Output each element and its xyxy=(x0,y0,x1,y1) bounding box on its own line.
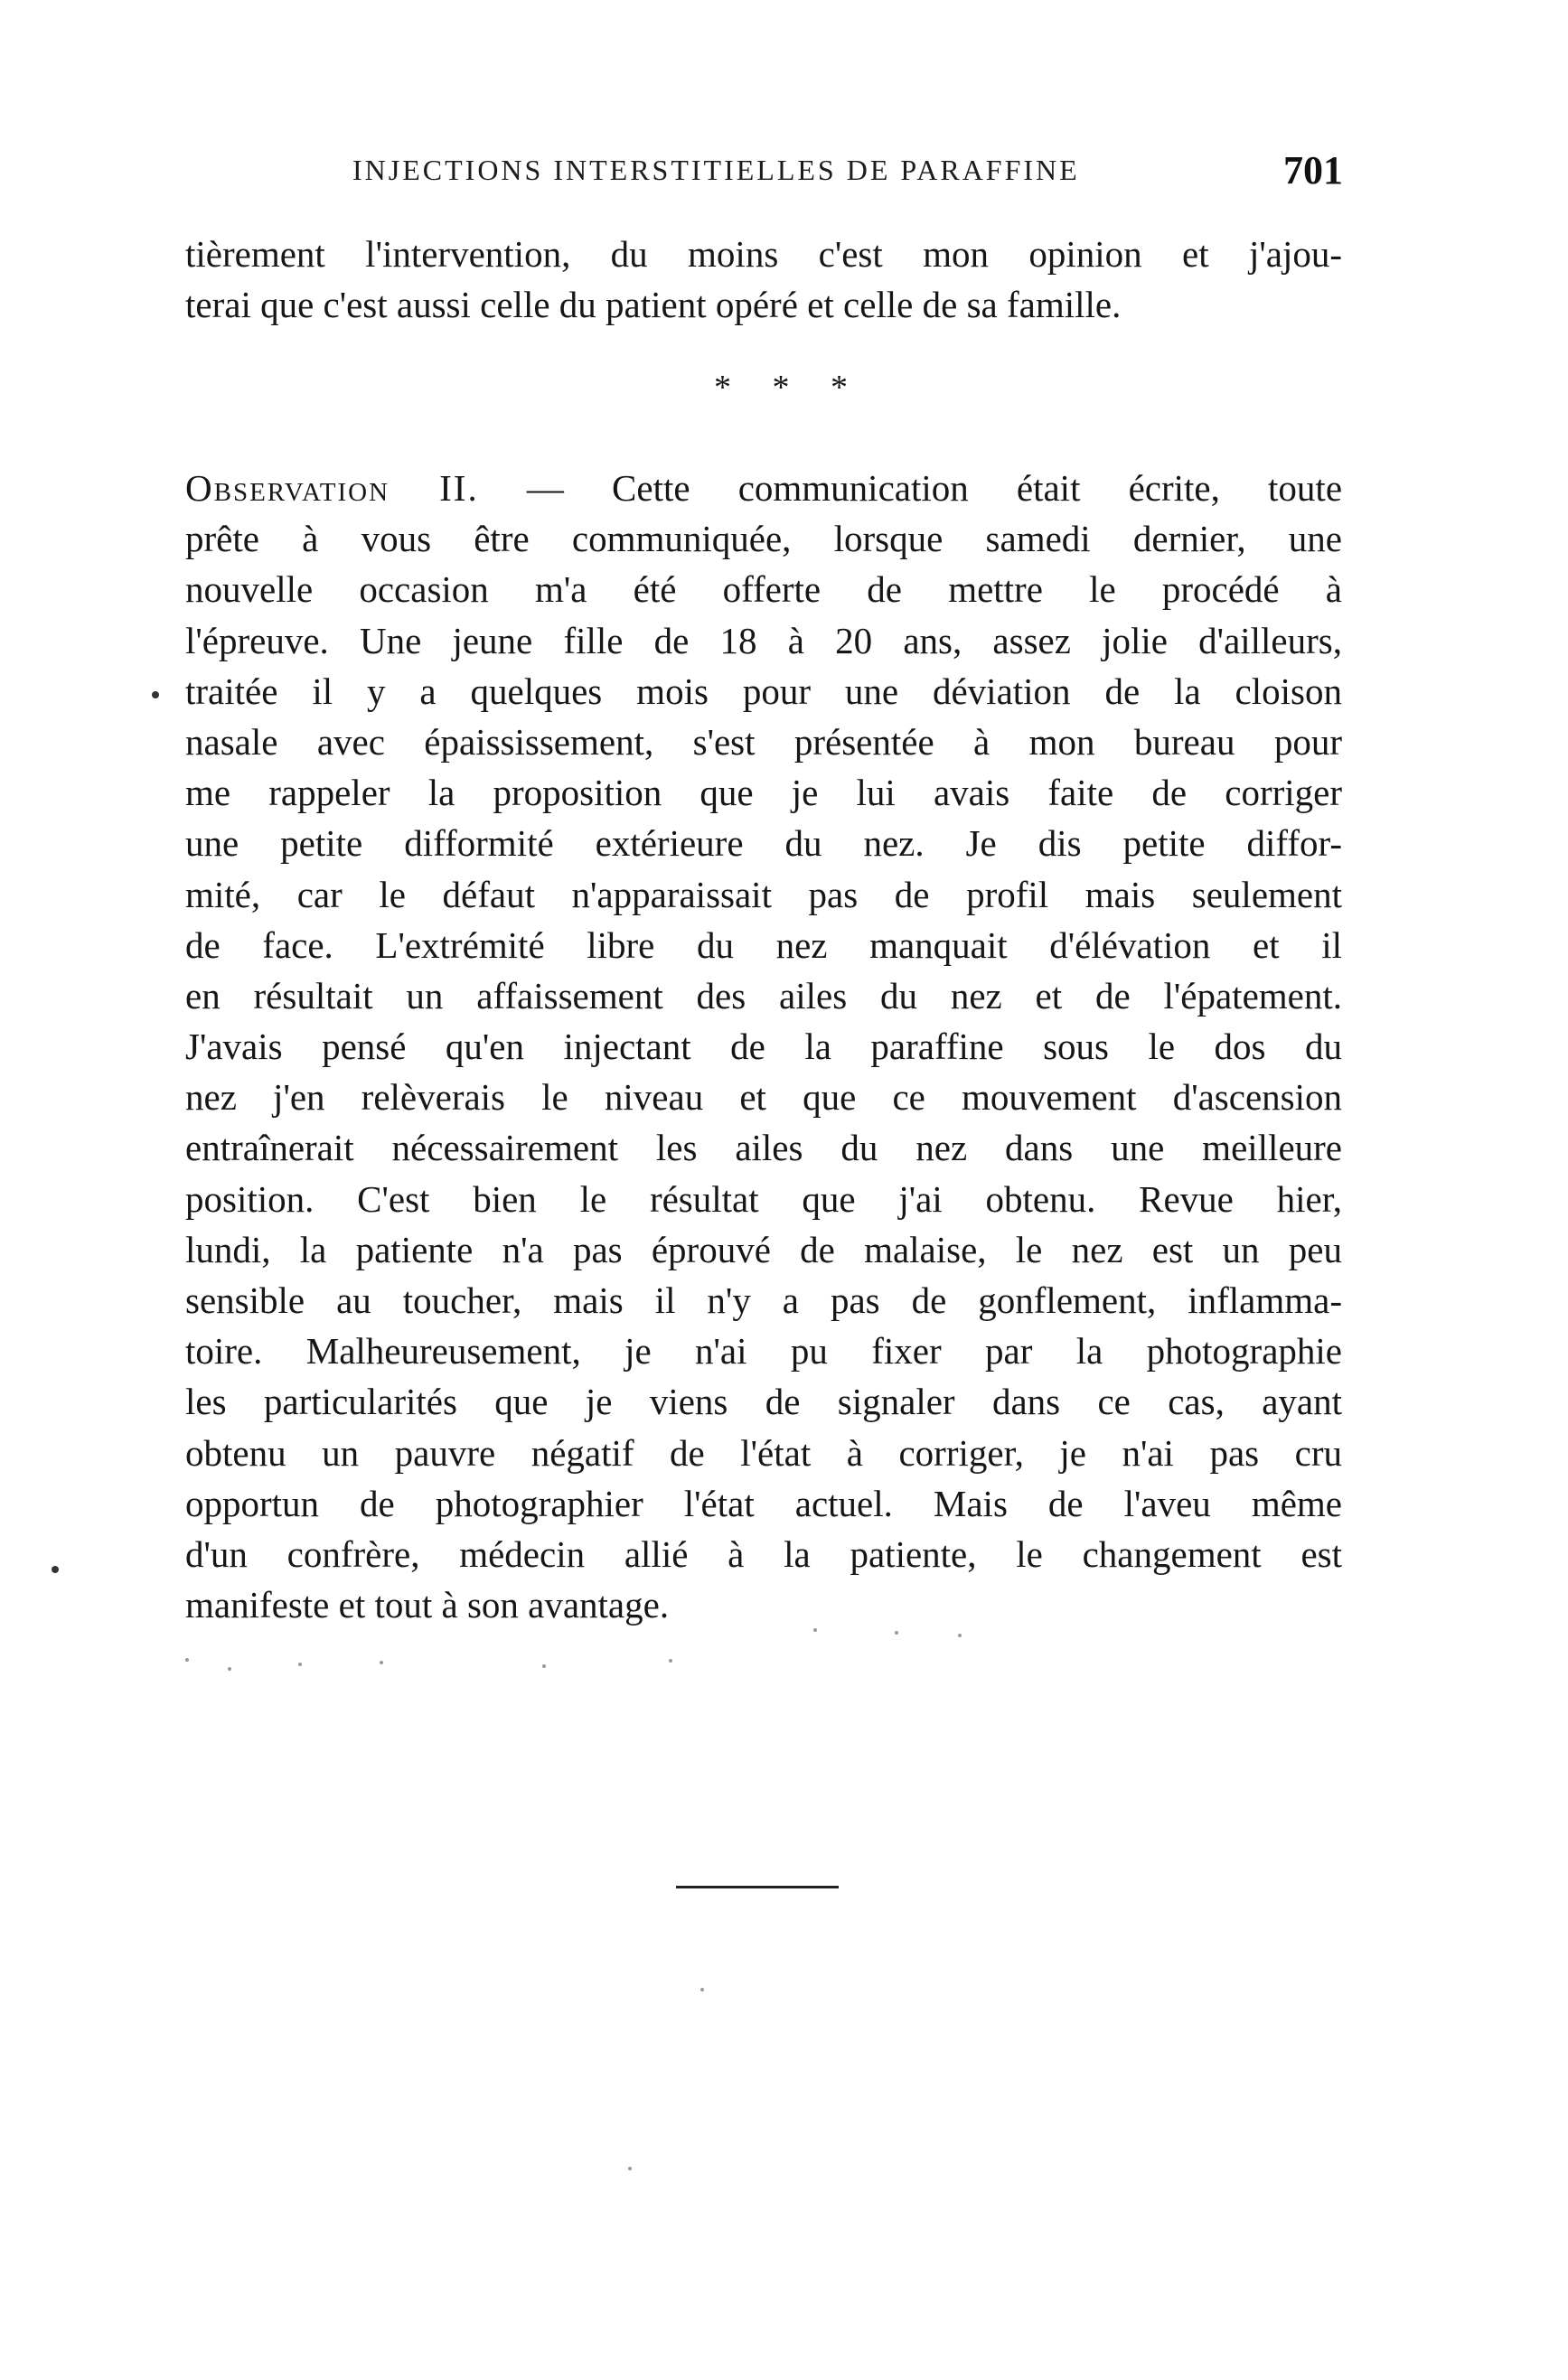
print-speck xyxy=(228,1667,231,1671)
text-line: de face. L'extrémité libre du nez manquait d'élévation et il xyxy=(185,923,1342,966)
continuation-paragraph xyxy=(185,229,1342,330)
text-line: les particularités que je viens de signaler dans ce cas, ayant xyxy=(185,1381,1342,1423)
text-line: lundi, la patiente n'a pas éprouvé de malaise, le nez est un peu xyxy=(185,1228,1342,1270)
text-line: obtenu un pauvre négatif de l'état à corriger, je n'ai pas cru xyxy=(185,1431,1342,1474)
margin-mark xyxy=(52,1566,59,1573)
print-speck xyxy=(700,1988,704,1991)
print-speck xyxy=(628,2167,632,2170)
text-line: me rappeler la proposition que je lui avais faite de corriger xyxy=(185,772,1342,814)
print-speck xyxy=(813,1628,817,1632)
page-number: 701 xyxy=(1283,148,1343,192)
text-line: J'avais pensé qu'en injectant de la paraffine sous le dos du xyxy=(185,1026,1342,1068)
print-speck xyxy=(298,1663,302,1666)
text-line: manifeste et tout à son avantage. xyxy=(185,1584,670,1626)
print-speck xyxy=(895,1631,898,1635)
text-line: nouvelle occasion m'a été offerte de mettre le procédé à xyxy=(185,568,1342,611)
text-line: entraînerait nécessairement les ailes du nez dans une meilleure xyxy=(185,1127,1342,1169)
text-line: terai que c'est aussi celle du patient opéré et celle de sa famille. xyxy=(185,284,1122,326)
text-line: une petite difformité extérieure du nez. Je dis petite diffor- xyxy=(185,822,1342,865)
text-line: tièrement l'intervention, du moins c'est mon opinion et j'ajou- xyxy=(185,233,1342,275)
text-line: en résultait un affaissement des ailes du nez et de l'épatement. xyxy=(185,974,1342,1017)
section-separator: * * * xyxy=(714,369,864,407)
observation-paragraph xyxy=(185,463,1342,1630)
text-line: nasale avec épaississement, s'est présentée à mon bureau pour xyxy=(185,720,1342,763)
text-line: sensible au toucher, mais il n'y a pas de gonflement, inflamma- xyxy=(185,1279,1342,1321)
print-speck xyxy=(542,1664,546,1668)
print-speck xyxy=(185,1658,189,1662)
text-line: prête à vous être communiquée, lorsque samedi dernier, une xyxy=(185,518,1342,560)
text-line xyxy=(185,463,1342,513)
print-speck xyxy=(958,1634,962,1637)
print-speck xyxy=(669,1659,672,1663)
text-line: d'un confrère, médecin allié à la patiente, le changement est xyxy=(185,1532,1342,1575)
text-line: opportun de photographier l'état actuel. Mais de l'aveu même xyxy=(185,1482,1342,1524)
observation-heading: Observation II. xyxy=(185,467,479,509)
text-line: traitée il y a quelques mois pour une déviation de la cloison xyxy=(185,670,1342,712)
text-line: l'épreuve. Une jeune fille de 18 à 20 ans, assez jolie d'ailleurs, xyxy=(185,619,1342,661)
print-speck xyxy=(380,1661,383,1664)
text-line: toire. Malheureusement, je n'ai pu fixer par la photographie xyxy=(185,1330,1342,1373)
margin-mark xyxy=(152,691,159,698)
text-line: position. C'est bien le résultat que j'ai obtenu. Revue hier, xyxy=(185,1177,1342,1220)
text-line-content: — Cette communication était écrite, toute xyxy=(526,467,1343,509)
text-line: mité, car le défaut n'apparaissait pas de profil mais seulement xyxy=(185,873,1342,915)
text-line: nez j'en relèverais le niveau et que ce mouvement d'ascension xyxy=(185,1076,1342,1119)
end-rule xyxy=(676,1886,839,1888)
running-title: INJECTIONS INTERSTITIELLES DE PARAFFINE xyxy=(352,154,1080,186)
